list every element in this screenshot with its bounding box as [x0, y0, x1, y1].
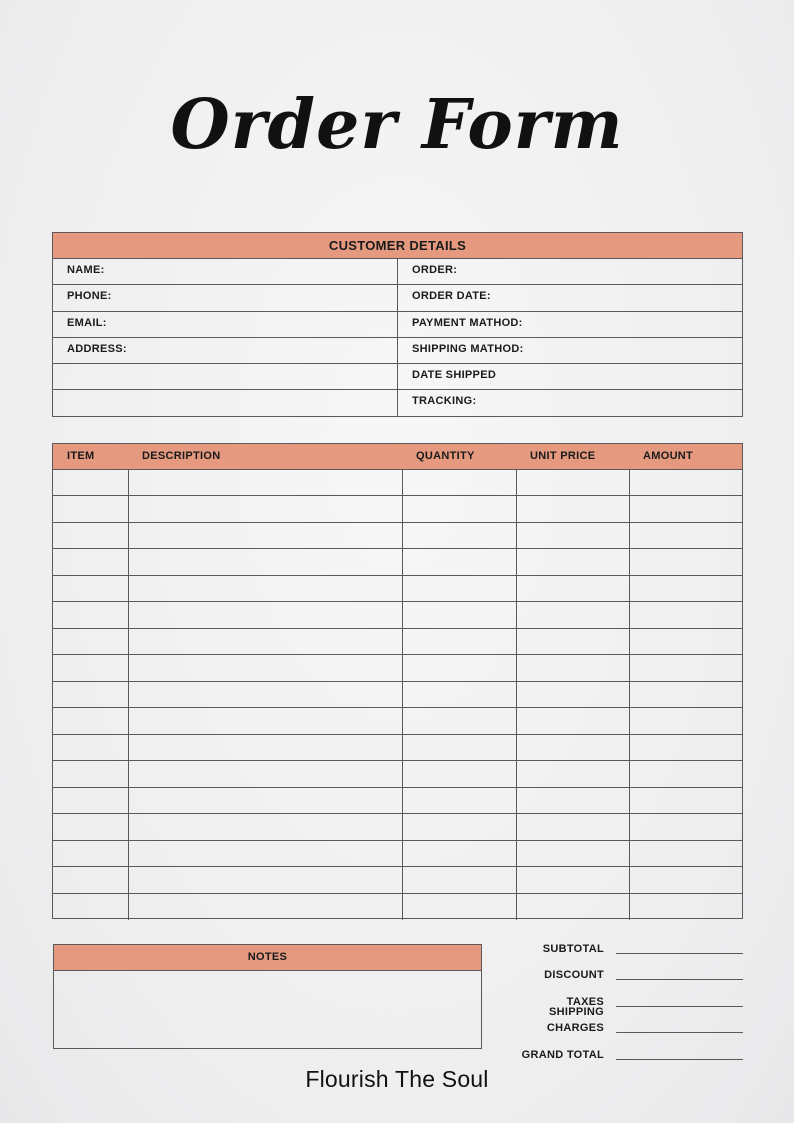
table-cell[interactable]	[128, 814, 402, 841]
table-cell[interactable]	[128, 893, 402, 920]
table-row	[53, 655, 742, 682]
table-row	[53, 840, 742, 867]
table-cell[interactable]	[516, 522, 629, 549]
customer-field-address[interactable]: ADDRESS:	[53, 338, 398, 364]
total-label: TAXES	[566, 995, 604, 1008]
table-cell[interactable]	[128, 734, 402, 761]
table-cell[interactable]	[402, 469, 516, 496]
table-cell[interactable]	[402, 628, 516, 655]
table-cell[interactable]	[53, 655, 128, 682]
table-cell[interactable]	[629, 787, 742, 814]
items-body	[53, 469, 742, 920]
table-cell[interactable]	[516, 469, 629, 496]
table-cell[interactable]	[128, 867, 402, 894]
col-header-unit-price: UNIT PRICE	[516, 444, 629, 469]
table-cell[interactable]	[402, 522, 516, 549]
page-title: Order Form	[170, 85, 624, 165]
customer-field-phone[interactable]: PHONE:	[53, 285, 398, 311]
table-cell[interactable]	[629, 602, 742, 629]
total-input-line[interactable]	[616, 995, 743, 1007]
table-row	[53, 681, 742, 708]
customer-field-payment-method[interactable]: PAYMENT MATHOD:	[398, 312, 742, 338]
table-cell[interactable]	[53, 814, 128, 841]
total-label: SUBTOTAL	[542, 942, 604, 955]
table-cell[interactable]	[402, 708, 516, 735]
table-cell[interactable]	[402, 655, 516, 682]
table-cell[interactable]	[128, 628, 402, 655]
table-row	[53, 522, 742, 549]
table-cell[interactable]	[53, 893, 128, 920]
table-cell[interactable]	[53, 602, 128, 629]
table-cell[interactable]	[402, 761, 516, 788]
table-row	[53, 787, 742, 814]
table-cell[interactable]	[516, 787, 629, 814]
table-cell[interactable]	[516, 708, 629, 735]
table-cell[interactable]	[402, 681, 516, 708]
customer-field-name[interactable]: NAME:	[53, 259, 398, 285]
table-row	[53, 867, 742, 894]
table-cell[interactable]	[516, 681, 629, 708]
table-row	[53, 602, 742, 629]
table-row	[53, 761, 742, 788]
total-input-line[interactable]	[616, 1021, 743, 1033]
table-cell[interactable]	[629, 628, 742, 655]
table-cell[interactable]	[53, 522, 128, 549]
table-cell[interactable]	[516, 602, 629, 629]
table-cell[interactable]	[128, 681, 402, 708]
table-row	[53, 575, 742, 602]
table-cell[interactable]	[402, 893, 516, 920]
customer-field-date-shipped[interactable]: DATE SHIPPED	[398, 364, 742, 390]
table-cell[interactable]	[128, 575, 402, 602]
table-cell[interactable]	[128, 787, 402, 814]
notes-box	[53, 944, 482, 1049]
col-header-item: ITEM	[53, 444, 128, 469]
table-cell[interactable]	[53, 469, 128, 496]
table-cell[interactable]	[53, 496, 128, 523]
table-cell[interactable]	[629, 469, 742, 496]
customer-field-email[interactable]: EMAIL:	[53, 312, 398, 338]
table-cell[interactable]	[629, 681, 742, 708]
brand-footer: Flourish The Soul	[305, 1066, 489, 1092]
table-cell[interactable]	[402, 575, 516, 602]
table-cell[interactable]	[128, 708, 402, 735]
totals-section	[490, 930, 743, 1063]
total-label: SHIPPING CHARGES	[546, 1006, 604, 1034]
table-row	[53, 549, 742, 576]
table-cell[interactable]	[53, 867, 128, 894]
table-cell[interactable]	[516, 761, 629, 788]
total-input-line[interactable]	[616, 968, 743, 980]
table-cell[interactable]	[629, 893, 742, 920]
table-row	[53, 496, 742, 523]
table-cell[interactable]	[402, 867, 516, 894]
table-cell[interactable]	[516, 867, 629, 894]
table-cell[interactable]	[53, 549, 128, 576]
customer-details-heading: CUSTOMER DETAILS	[53, 233, 742, 259]
table-cell[interactable]	[629, 575, 742, 602]
table-cell[interactable]	[128, 496, 402, 523]
customer-field-address-line-2[interactable]	[53, 364, 398, 390]
table-cell[interactable]	[402, 840, 516, 867]
total-row-discount	[490, 957, 743, 984]
table-cell[interactable]	[516, 814, 629, 841]
table-cell[interactable]	[53, 681, 128, 708]
table-cell[interactable]	[629, 549, 742, 576]
table-cell[interactable]	[629, 734, 742, 761]
table-row	[53, 734, 742, 761]
customer-field-order-date[interactable]: ORDER DATE:	[398, 285, 742, 311]
table-cell[interactable]	[629, 761, 742, 788]
table-row	[53, 628, 742, 655]
customer-details-grid	[53, 259, 742, 417]
total-input-line[interactable]	[616, 1048, 743, 1060]
table-cell[interactable]	[402, 549, 516, 576]
table-cell[interactable]	[128, 522, 402, 549]
customer-field-tracking[interactable]: TRACKING:	[412, 395, 477, 408]
table-cell[interactable]	[516, 628, 629, 655]
notes-area[interactable]	[54, 971, 481, 1047]
table-cell[interactable]	[629, 655, 742, 682]
table-cell[interactable]	[629, 496, 742, 523]
table-cell[interactable]	[516, 549, 629, 576]
table-cell[interactable]	[402, 787, 516, 814]
table-cell[interactable]	[128, 655, 402, 682]
total-row-subtotal	[490, 930, 743, 957]
table-cell[interactable]	[516, 734, 629, 761]
table-cell[interactable]	[629, 814, 742, 841]
items-header-row	[53, 444, 742, 469]
table-cell[interactable]	[53, 734, 128, 761]
table-cell[interactable]	[516, 575, 629, 602]
col-header-quantity: QUANTITY	[402, 444, 516, 469]
table-cell[interactable]	[53, 840, 128, 867]
table-cell[interactable]	[402, 496, 516, 523]
table-cell[interactable]	[128, 761, 402, 788]
table-row	[53, 893, 742, 920]
table-cell[interactable]	[402, 602, 516, 629]
table-cell[interactable]	[629, 708, 742, 735]
table-cell[interactable]	[629, 522, 742, 549]
table-cell[interactable]	[53, 708, 128, 735]
total-label: GRAND TOTAL	[521, 1048, 604, 1061]
table-cell[interactable]	[629, 840, 742, 867]
table-cell[interactable]	[629, 867, 742, 894]
table-cell[interactable]	[53, 575, 128, 602]
notes-heading: NOTES	[54, 945, 481, 971]
customer-details-table	[52, 232, 743, 417]
table-cell[interactable]	[516, 840, 629, 867]
table-cell[interactable]	[402, 734, 516, 761]
table-cell[interactable]	[53, 628, 128, 655]
table-cell[interactable]	[516, 655, 629, 682]
table-row	[53, 708, 742, 735]
col-header-amount: AMOUNT	[629, 444, 742, 469]
table-cell[interactable]	[516, 496, 629, 523]
table-cell[interactable]	[516, 893, 629, 920]
total-input-line[interactable]	[616, 942, 743, 954]
table-cell[interactable]	[128, 549, 402, 576]
total-row-grand-total	[490, 1036, 743, 1063]
table-cell[interactable]	[128, 469, 402, 496]
table-cell[interactable]	[128, 602, 402, 629]
total-label: DISCOUNT	[544, 969, 604, 981]
table-row	[53, 469, 742, 496]
total-row-shipping-charges	[490, 1006, 743, 1037]
table-cell[interactable]	[53, 761, 128, 788]
col-header-description: DESCRIPTION	[128, 444, 402, 469]
table-cell[interactable]	[128, 840, 402, 867]
customer-field-address-line-3[interactable]	[53, 390, 398, 416]
customer-field-shipping-method[interactable]: SHIPPING MATHOD:	[398, 338, 742, 364]
customer-field-order[interactable]: ORDER:	[398, 259, 742, 285]
table-row	[53, 814, 742, 841]
table-cell[interactable]	[402, 814, 516, 841]
items-table	[52, 443, 743, 919]
table-cell[interactable]	[53, 787, 128, 814]
